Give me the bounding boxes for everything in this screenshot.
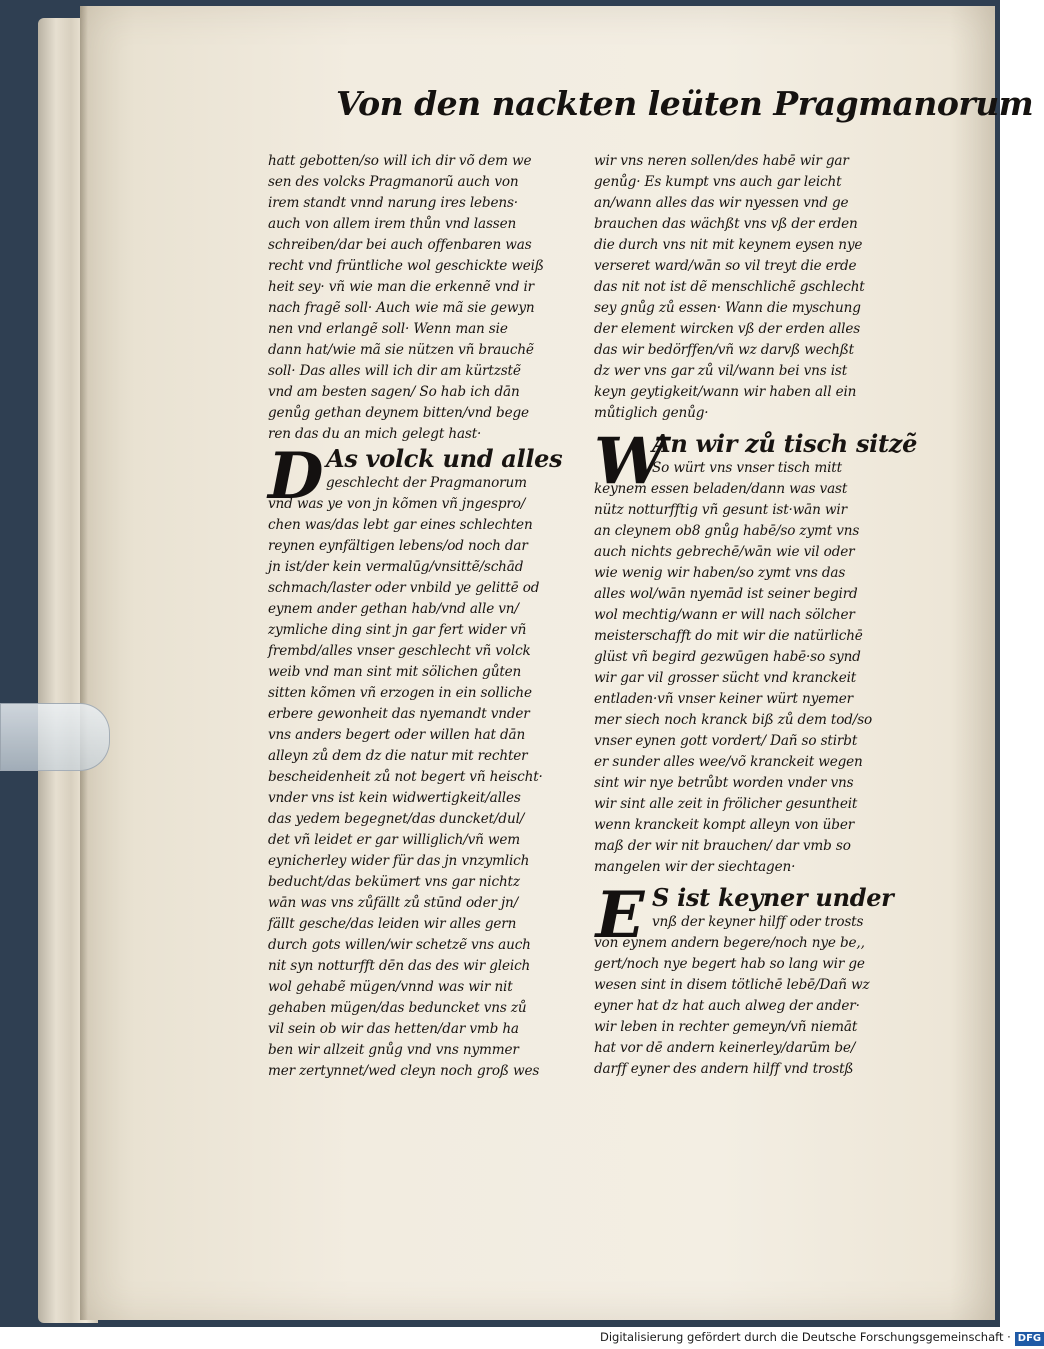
text-line: maß der wir nit brauchen/ dar vmb so bbox=[594, 838, 851, 854]
text-line: ren das du an mich gelegt hast· bbox=[268, 426, 482, 442]
text-line: wir sint alle zeit in frölicher gesuntheit bbox=[594, 796, 858, 812]
text-line: das yedem begegnet/das duncket/dul/ bbox=[268, 811, 525, 827]
text-line: hat vor dē andern keinerley/darūm be/ bbox=[594, 1040, 856, 1056]
section-indented-line: So würt vns vnser tisch mitt bbox=[652, 460, 842, 476]
text-line: det vñ leidet er gar williglich/vñ wem bbox=[268, 832, 521, 848]
text-line: genůg gethan deynem bitten/vnd bege bbox=[268, 405, 529, 421]
text-line: vns anders begert oder willen hat dān bbox=[268, 727, 526, 743]
text-line: das wir bedörffen/vñ wz darvß wechßt bbox=[594, 342, 854, 358]
left-section bbox=[268, 439, 573, 1082]
text-line: wenn kranckeit kompt alleyn von über bbox=[594, 817, 855, 833]
text-line: fällt gesche/das leiden wir alles gern bbox=[268, 916, 517, 932]
text-line: darff eyner des andern hilff vnd trostß bbox=[594, 1061, 854, 1077]
text-line: wesen sint in disem tötlichē lebē/Dañ wz bbox=[594, 977, 870, 993]
text-line: vnd was ye von jn kõmen vñ jngespro/ bbox=[268, 496, 526, 512]
text-line: von eynem andern begere/noch nye be,, bbox=[594, 935, 865, 951]
text-line: můtiglich genůg· bbox=[594, 405, 709, 421]
drop-cap-initial: W bbox=[594, 424, 666, 499]
text-line: zymliche ding sint jn gar fert wider vñ bbox=[268, 622, 527, 638]
text-line: keynem essen beladen/dann was vast bbox=[594, 481, 848, 497]
right-section-1 bbox=[594, 424, 918, 878]
text-line: verseret ward/wān so vil treyt die erde bbox=[594, 258, 857, 274]
text-line: nach fragẽ soll· Auch wie mã sie gewyn bbox=[268, 300, 535, 316]
section-headline: As volck und alles bbox=[326, 444, 563, 473]
text-line: sen des volcks Pragmanorũ auch von bbox=[268, 174, 519, 190]
drop-cap-initial: E bbox=[595, 878, 645, 953]
text-line: vnder vns ist kein widwertigkeit/alles bbox=[268, 790, 521, 806]
right-column-intro bbox=[594, 151, 898, 424]
text-line: genůg· Es kumpt vns auch gar leicht bbox=[594, 174, 842, 190]
text-line: mer siech noch kranck biß zů dem tod/so bbox=[594, 712, 873, 728]
text-line: beducht/das bekümert vns gar nichtz bbox=[268, 874, 520, 890]
text-line: an cleynem ob8 gnůg habē/so zymt vns bbox=[594, 523, 860, 539]
text-line: weib vnd man sint mit sölichen gůten bbox=[268, 664, 522, 680]
text-line: schreiben/dar bei auch offenbaren was bbox=[268, 237, 532, 253]
text-line: nit syn notturfft dēn das des wir gleich bbox=[268, 958, 531, 974]
text-line: wie wenig wir haben/so zymt vns das bbox=[594, 565, 846, 581]
text-line: vnser eynen gott vordert/ Dañ so stirbt bbox=[594, 733, 858, 749]
text-line: der element wircken vß der erden alles bbox=[594, 321, 861, 337]
text-line: gehaben mügen/das beduncket vns zů bbox=[268, 1000, 527, 1016]
text-line: mer zertynnet/wed cleyn noch groß wes bbox=[268, 1063, 540, 1079]
text-line: dz wer vns gar zů vil/wann bei vns ist bbox=[594, 363, 848, 379]
page-gutter-shadow bbox=[80, 6, 88, 1320]
text-line: nen vnd erlangẽ soll· Wenn man sie bbox=[268, 321, 508, 337]
text-line: heit sey· vñ wie man die erkennẽ vnd ir bbox=[268, 279, 535, 295]
right-column bbox=[594, 151, 918, 1080]
credit-text: Digitalisierung gefördert durch die Deutsche Forschungsgemeinschaft · bbox=[600, 1330, 1011, 1344]
text-line: entladen·vñ vnser keiner würt nyemer bbox=[594, 691, 854, 707]
text-line: soll· Das alles will ich dir am kürtzstẽ bbox=[268, 363, 521, 379]
text-line: schmach/laster oder vnbild ye gelittē od bbox=[268, 580, 540, 596]
text-line: irem standt vnnd narung ires lebens· bbox=[268, 195, 518, 211]
section-indented-line: geschlecht der Pragmanorum bbox=[326, 475, 527, 491]
text-line: keyn geytigkeit/wann wir haben all ein bbox=[594, 384, 857, 400]
section-headline: An wir zů tisch sitzẽ bbox=[652, 429, 918, 458]
text-line: wol mechtig/wann er will nach sölcher bbox=[594, 607, 855, 623]
text-line: chen was/das lebt gar eines schlechten bbox=[268, 517, 533, 533]
text-line: brauchen das wächßt vns vß der erden bbox=[594, 216, 858, 232]
text-line: eyner hat dz hat auch alweg der ander· bbox=[594, 998, 860, 1014]
text-line: auch von allem irem thůn vnd lassen bbox=[268, 216, 517, 232]
text-line: hatt gebotten/so will ich dir võ dem we bbox=[268, 153, 532, 169]
text-line: frembd/alles vnser geschlecht vñ volck bbox=[268, 643, 531, 659]
text-line: wir gar vil grosser sücht vnd kranckeit bbox=[594, 670, 857, 686]
text-line: an/wann alles das wir nyessen vnd ge bbox=[594, 195, 849, 211]
text-line: wān was vns zůfällt zů stūnd oder jn/ bbox=[268, 895, 519, 911]
text-line: sey gnůg zů essen· Wann die myschung bbox=[594, 300, 861, 316]
dfg-logo: DFG bbox=[1015, 1332, 1044, 1346]
text-line: sitten kõmen vñ erzogen in ein solliche bbox=[268, 685, 532, 701]
text-line: glüst vñ begird gezwūgen habē·so synd bbox=[594, 649, 861, 665]
digitization-credit bbox=[600, 1330, 1042, 1348]
text-line: meisterschafft do mit wir die natürlichē bbox=[594, 628, 863, 644]
text-line: vil sein ob wir das hetten/dar vmb ha bbox=[268, 1021, 519, 1037]
text-line: jn ist/der kein vermalūg/vnsittẽ/schād bbox=[268, 559, 524, 575]
text-line: wir vns neren sollen/des habē wir gar bbox=[594, 153, 849, 169]
text-line: die durch vns nit mit keynem eysen nye bbox=[594, 237, 863, 253]
right-section-1-body bbox=[594, 479, 898, 878]
drop-cap-initial: D bbox=[268, 439, 324, 514]
text-line: wir leben in rechter gemeyn/vñ niemāt bbox=[594, 1019, 858, 1035]
text-line: alles wol/wān nyemād ist seiner begird bbox=[594, 586, 858, 602]
text-line: alleyn zů dem dz die natur mit rechter bbox=[268, 748, 528, 764]
page-holder-clip bbox=[0, 703, 110, 771]
left-column-intro bbox=[268, 151, 573, 445]
running-head: Von den nackten leüten Pragmanorum bbox=[336, 84, 1034, 123]
text-line: gert/noch nye begert hab so lang wir ge bbox=[594, 956, 865, 972]
text-line: eynicherley wider für das jn vnzymlich bbox=[268, 853, 530, 869]
text-line: erbere gewonheit das nyemandt vnder bbox=[268, 706, 530, 722]
section-indented-line: vnß der keyner hilff oder trosts bbox=[652, 914, 864, 930]
text-line: recht vnd früntliche wol geschickte weiß bbox=[268, 258, 544, 274]
text-line: das nit not ist dẽ menschlichẽ gschlecht bbox=[594, 279, 865, 295]
text-line: vnd am besten sagen/ So hab ich dān bbox=[268, 384, 520, 400]
left-column bbox=[268, 151, 573, 1082]
text-line: reynen eynfältigen lebens/od noch dar bbox=[268, 538, 528, 554]
text-line: sint wir nye betrůbt worden vnder vns bbox=[594, 775, 854, 791]
right-section-2-body bbox=[594, 933, 898, 1080]
left-section-body bbox=[268, 494, 573, 1082]
text-line: wol gehabẽ mügen/vnnd was wir nit bbox=[268, 979, 513, 995]
text-line: mangelen wir der siechtagen· bbox=[594, 859, 796, 875]
text-line: nütz notturfftig vñ gesunt ist·wān wir bbox=[594, 502, 847, 518]
text-line: eynem ander gethan hab/vnd alle vn/ bbox=[268, 601, 519, 617]
text-line: bescheidenheit zů not begert vñ heischt· bbox=[268, 769, 543, 785]
section-headline: S ist keyner under bbox=[652, 883, 894, 912]
text-line: auch nichts gebrechē/wān wie vil oder bbox=[594, 544, 855, 560]
text-line: dann hat/wie mã sie nützen vñ brauchẽ bbox=[268, 342, 534, 358]
text-line: durch gots willen/wir schetzẽ vns auch bbox=[268, 937, 531, 953]
text-line: er sunder alles wee/võ kranckeit wegen bbox=[594, 754, 863, 770]
text-line: ben wir allzeit gnůg vnd vns nymmer bbox=[268, 1042, 519, 1058]
right-section-2 bbox=[594, 878, 898, 1080]
